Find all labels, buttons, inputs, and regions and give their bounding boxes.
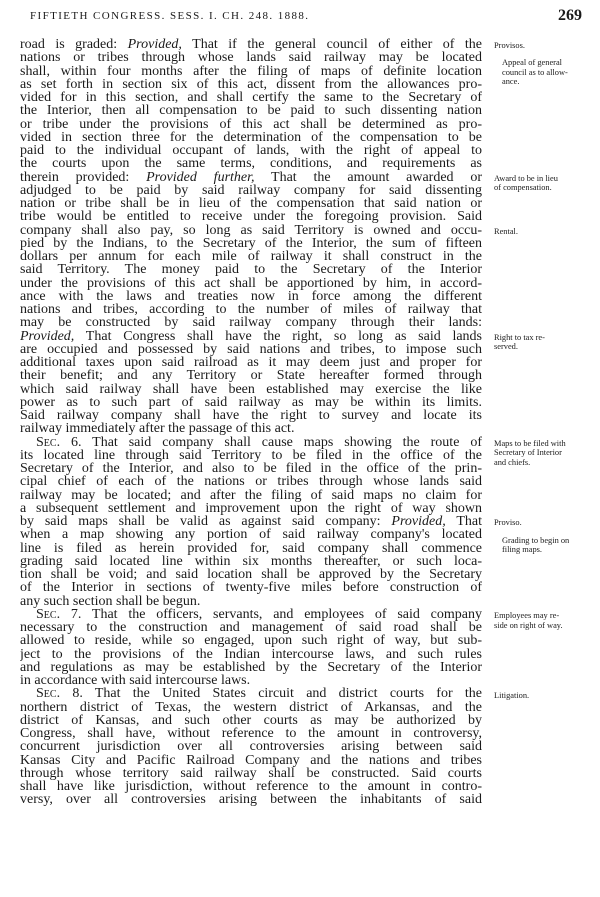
statute-body-text bbox=[20, 38, 482, 807]
body-line: nations or tribes through whose lands said railway may be located bbox=[20, 51, 482, 65]
body-line: said Territory. The money paid to the Secretary of the Interior bbox=[20, 263, 482, 277]
body-line: may be constructed by said railway company through their lands: bbox=[20, 316, 482, 330]
body-line: Sec. 7. That the officers, servants, and employees of said company bbox=[36, 607, 482, 621]
body-line: ance with the laws and treaties now in force among the different bbox=[20, 289, 482, 303]
body-line: or tribe under the provisions of this act shall be determined as pro- bbox=[20, 117, 482, 131]
body-line: shall have like jurisdiction, without reference to the amount in contro- bbox=[20, 780, 482, 794]
body-line: its located line through said Territory to be filed in the office of the bbox=[20, 448, 482, 462]
body-line: necessary to the construction and management of said road shall be bbox=[20, 621, 482, 635]
body-line: Sec. 6. That said company shall cause maps showing the route of bbox=[36, 435, 482, 449]
body-line: under the provisions of this act shall be apportioned by him, in accord- bbox=[20, 276, 482, 290]
body-line: grading said located line within six months thereafter, or such loca- bbox=[20, 554, 482, 568]
body-line: nation or tribe shall be in lieu of the compensation that said nation or bbox=[20, 197, 482, 211]
margin-note-line: filing maps. bbox=[502, 545, 543, 555]
margin-note-line: ance. bbox=[502, 77, 520, 87]
margin-note-line: Secretary of Interior bbox=[494, 448, 562, 458]
body-line: district of Kansas, and such other courts as may be authorized by bbox=[20, 713, 482, 727]
margin-note-line: Appeal of general bbox=[502, 58, 562, 68]
margin-note-line: Right to tax re- bbox=[494, 332, 545, 342]
body-line: the courts upon the same terms, conditions, and requirements as bbox=[20, 157, 482, 171]
body-line: allowed to reside, while so engaged, upon such right of way, but sub- bbox=[20, 634, 482, 648]
body-line: pied by the Indians, to the Secretary of the Interior, the sum of fifteen bbox=[20, 236, 482, 250]
margin-note bbox=[494, 536, 600, 555]
body-line: Sec. 8. That the United States circuit and district courts for the bbox=[36, 687, 482, 701]
body-line: power as to such part of said railway as may be within its limits. bbox=[20, 395, 482, 409]
margin-note bbox=[494, 439, 594, 468]
margin-note-line: Grading to begin on bbox=[502, 535, 570, 545]
margin-note-line: Litigation. bbox=[494, 690, 530, 700]
margin-note-line: Employees may re- bbox=[494, 611, 560, 621]
body-line: Congress, shall have, without reference to the amount in controversy, bbox=[20, 727, 482, 741]
body-line: railway may be located; and after the filing of said maps no claim for bbox=[20, 488, 482, 502]
body-line: Kansas City and Pacific Railroad Company and the nations and tribes bbox=[20, 753, 482, 767]
margin-note-line: and chiefs. bbox=[494, 457, 531, 467]
margin-note-line: side on right of way. bbox=[494, 620, 563, 630]
body-line: tribe would be entitled to receive under the foregoing provision. Said bbox=[20, 210, 482, 224]
body-line: a subsequent settlement and improvement upon the right of way shown bbox=[20, 501, 482, 515]
body-line: versy, over all controversies arising between the inhabitants of said bbox=[20, 793, 482, 807]
body-line: when a map showing any portion of said railway company's located bbox=[20, 528, 482, 542]
body-line: vided in section three for the determination of the compensation to be bbox=[20, 130, 482, 144]
running-title: FIFTIETH CONGRESS. SESS. I. CH. 248. 1888. bbox=[30, 10, 310, 22]
margin-note-line: Award to be in lieu bbox=[494, 173, 558, 183]
body-line: northern district of Texas, the western district of Arkansas, and the bbox=[20, 700, 482, 714]
page-number: 269 bbox=[558, 7, 582, 24]
margin-note-line: Provisos. bbox=[494, 41, 525, 50]
body-line: road is graded: Provided, That if the general council of either of the bbox=[20, 38, 482, 52]
margin-note-line: Maps to be filed with bbox=[494, 438, 566, 448]
body-line: concurrent jurisdiction over all controversies arising between said bbox=[20, 740, 482, 754]
body-line: shall, within four months after the filing of maps of definite location bbox=[20, 64, 482, 78]
body-line: Said railway company shall have the right to survey and locate its bbox=[20, 409, 482, 423]
running-header bbox=[20, 7, 582, 26]
margin-note bbox=[494, 333, 594, 352]
body-line: vided for in this section, and shall certify the same to the Secretary of bbox=[20, 91, 482, 105]
body-line: company shall also pay, so long as said Territory is owned and occu- bbox=[20, 223, 482, 237]
body-line: of the Interior in sections of twenty-five miles before construction of bbox=[20, 581, 482, 595]
body-line: any such section shall be begun. bbox=[20, 594, 201, 608]
body-line: by said maps shall be valid as against said company: Provided, That bbox=[20, 515, 482, 529]
body-line: railway immediately after the passage of this act. bbox=[20, 422, 295, 436]
margin-note bbox=[494, 518, 594, 528]
body-line: therein provided: Provided further, That the amount awarded or bbox=[20, 170, 482, 184]
body-line: and regulations as may be established by the Secretary of the Interior bbox=[20, 660, 482, 674]
body-line: which said railway shall have been established may exercise the like bbox=[20, 382, 482, 396]
margin-note bbox=[494, 174, 594, 193]
margin-note bbox=[494, 611, 594, 630]
margin-note bbox=[494, 58, 600, 87]
body-line: in accordance with said intercourse laws. bbox=[20, 674, 251, 688]
body-line: the Interior, then all compensation to be paid to such dissenting nation bbox=[20, 104, 482, 118]
body-line: nations and tribes, according to the number of miles of railway that bbox=[20, 303, 482, 317]
body-line: Secretary of the Interior, and also to be filed in the office of the prin- bbox=[20, 462, 482, 476]
body-line: Provided, That Congress shall have the right, so long as said lands bbox=[20, 329, 482, 343]
body-line: paid to the individual occupant of lands, with the right of appeal to bbox=[20, 144, 482, 158]
body-line: dollars per annum for each mile of railway it shall construct in the bbox=[20, 250, 482, 264]
body-line: through whose territory said railway shall be constructed. Said courts bbox=[20, 766, 482, 780]
body-line: ject to the provisions of the Indian intercourse laws, and such rules bbox=[20, 647, 482, 661]
margin-note bbox=[494, 41, 594, 51]
margin-note bbox=[494, 691, 594, 701]
margin-note bbox=[494, 227, 594, 237]
body-line: their benefit; and any Territory or State hereafter formed through bbox=[20, 369, 482, 383]
body-line: as set forth in section six of this act, dissent from the allowances pro- bbox=[20, 77, 482, 91]
body-line: are occupied and possessed by said nations and tribes, to impose such bbox=[20, 342, 482, 356]
margin-note-line: of compensation. bbox=[494, 183, 552, 193]
body-line: adjudged to be paid by said railway company for said dissenting bbox=[20, 183, 482, 197]
margin-note-line: served. bbox=[494, 342, 518, 352]
margin-note-line: Proviso. bbox=[494, 518, 522, 528]
margin-note-line: Rental. bbox=[494, 226, 518, 236]
body-line: additional taxes upon said railroad as it may deem just and proper for bbox=[20, 356, 482, 370]
body-line: tion shall be void; and said location shall be approved by the Secretary bbox=[20, 568, 482, 582]
margin-note-line: council as to allow- bbox=[502, 67, 568, 77]
body-line: cipal chief of each of the nations or tribes through whose lands said bbox=[20, 475, 482, 489]
body-line: line is filed as herein provided for, said company shall commence bbox=[20, 541, 482, 555]
